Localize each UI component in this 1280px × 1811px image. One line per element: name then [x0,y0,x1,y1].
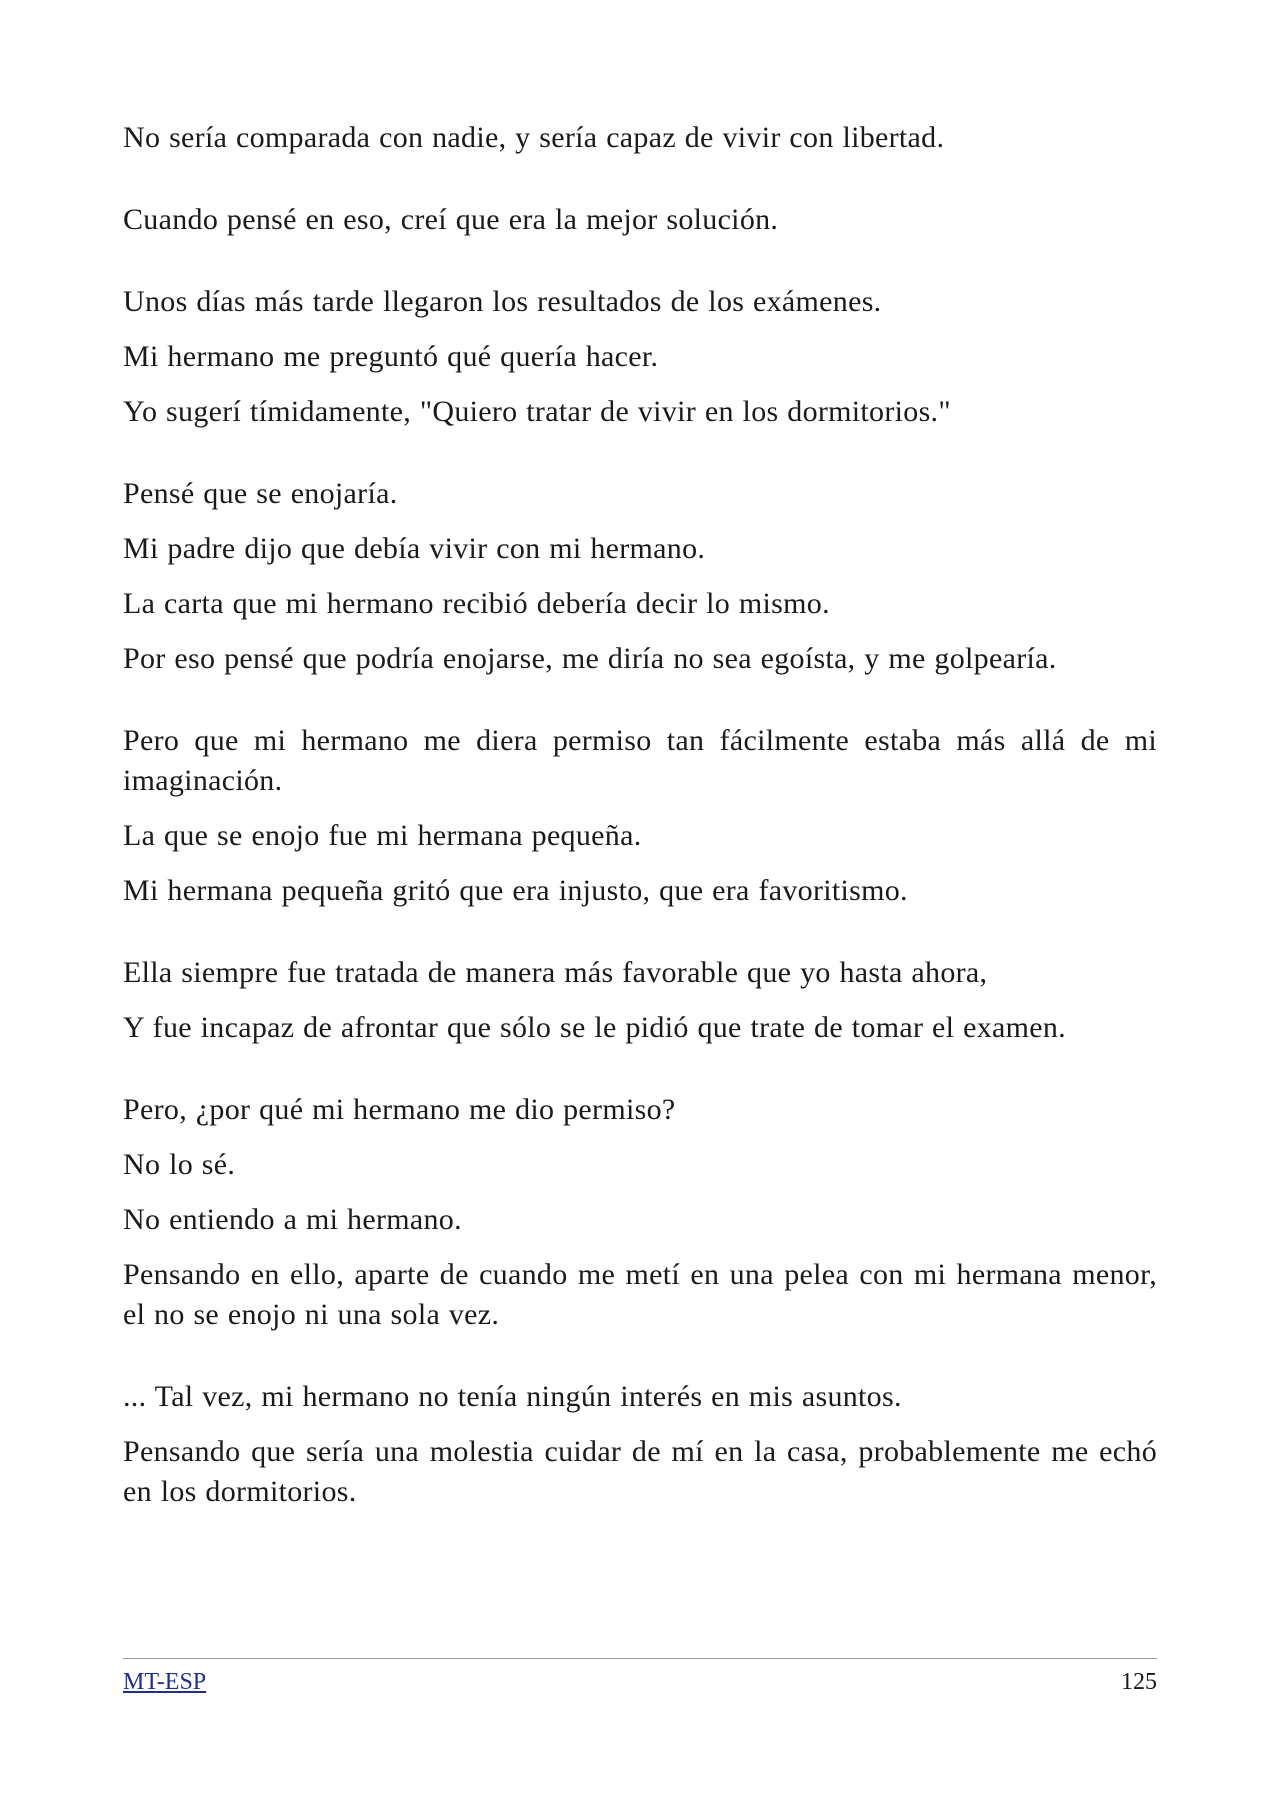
paragraph: Y fue incapaz de afrontar que sólo se le pidió que trate de tomar el examen. [123,1011,1066,1044]
paragraph: Cuando pensé en eso, creí que era la mejor solución. [123,203,779,236]
paragraph: Mi hermana pequeña gritó que era injusto, que era favoritismo. [123,874,908,907]
paragraph: Unos días más tarde llegaron los resultados de los exámenes. [123,285,882,318]
paragraph: Pensé que se enojaría. [123,477,398,510]
paragraph: Pensando en ello, aparte de cuando me metí en una pelea con mi hermana menor, el no se enojo ni una sola vez. [123,1258,1157,1331]
paragraph: No sería comparada con nadie, y sería capaz de vivir con libertad. [123,121,945,154]
paragraph: No lo sé. [123,1148,236,1181]
page-footer [123,1658,1157,1697]
paragraph: Ella siempre fue tratada de manera más favorable que yo hasta ahora, [123,956,988,989]
page-body [123,118,1157,1527]
paragraph: ... Tal vez, mi hermano no tenía ningún interés en mis asuntos. [123,1380,902,1413]
footer-link-mt-esp[interactable]: MT-ESP [123,1669,207,1695]
page-number: 125 [1121,1669,1157,1695]
paragraph: Pero que mi hermano me diera permiso tan fácilmente estaba más allá de mi imaginación. [123,724,1157,797]
paragraph: Yo sugerí tímidamente, "Quiero tratar de vivir en los dormitorios." [123,395,951,428]
paragraph: Pero, ¿por qué mi hermano me dio permiso? [123,1093,676,1126]
paragraph: Mi hermano me preguntó qué quería hacer. [123,340,659,373]
paragraph: La que se enojo fue mi hermana pequeña. [123,819,642,852]
paragraph: La carta que mi hermano recibió debería decir lo mismo. [123,587,830,620]
paragraph: Por eso pensé que podría enojarse, me diría no sea egoísta, y me golpearía. [123,642,1057,675]
paragraph: No entiendo a mi hermano. [123,1203,462,1236]
paragraph: Pensando que sería una molestia cuidar de mí en la casa, probablemente me echó en los dormitorios. [123,1435,1157,1508]
paragraph: Mi padre dijo que debía vivir con mi hermano. [123,532,706,565]
